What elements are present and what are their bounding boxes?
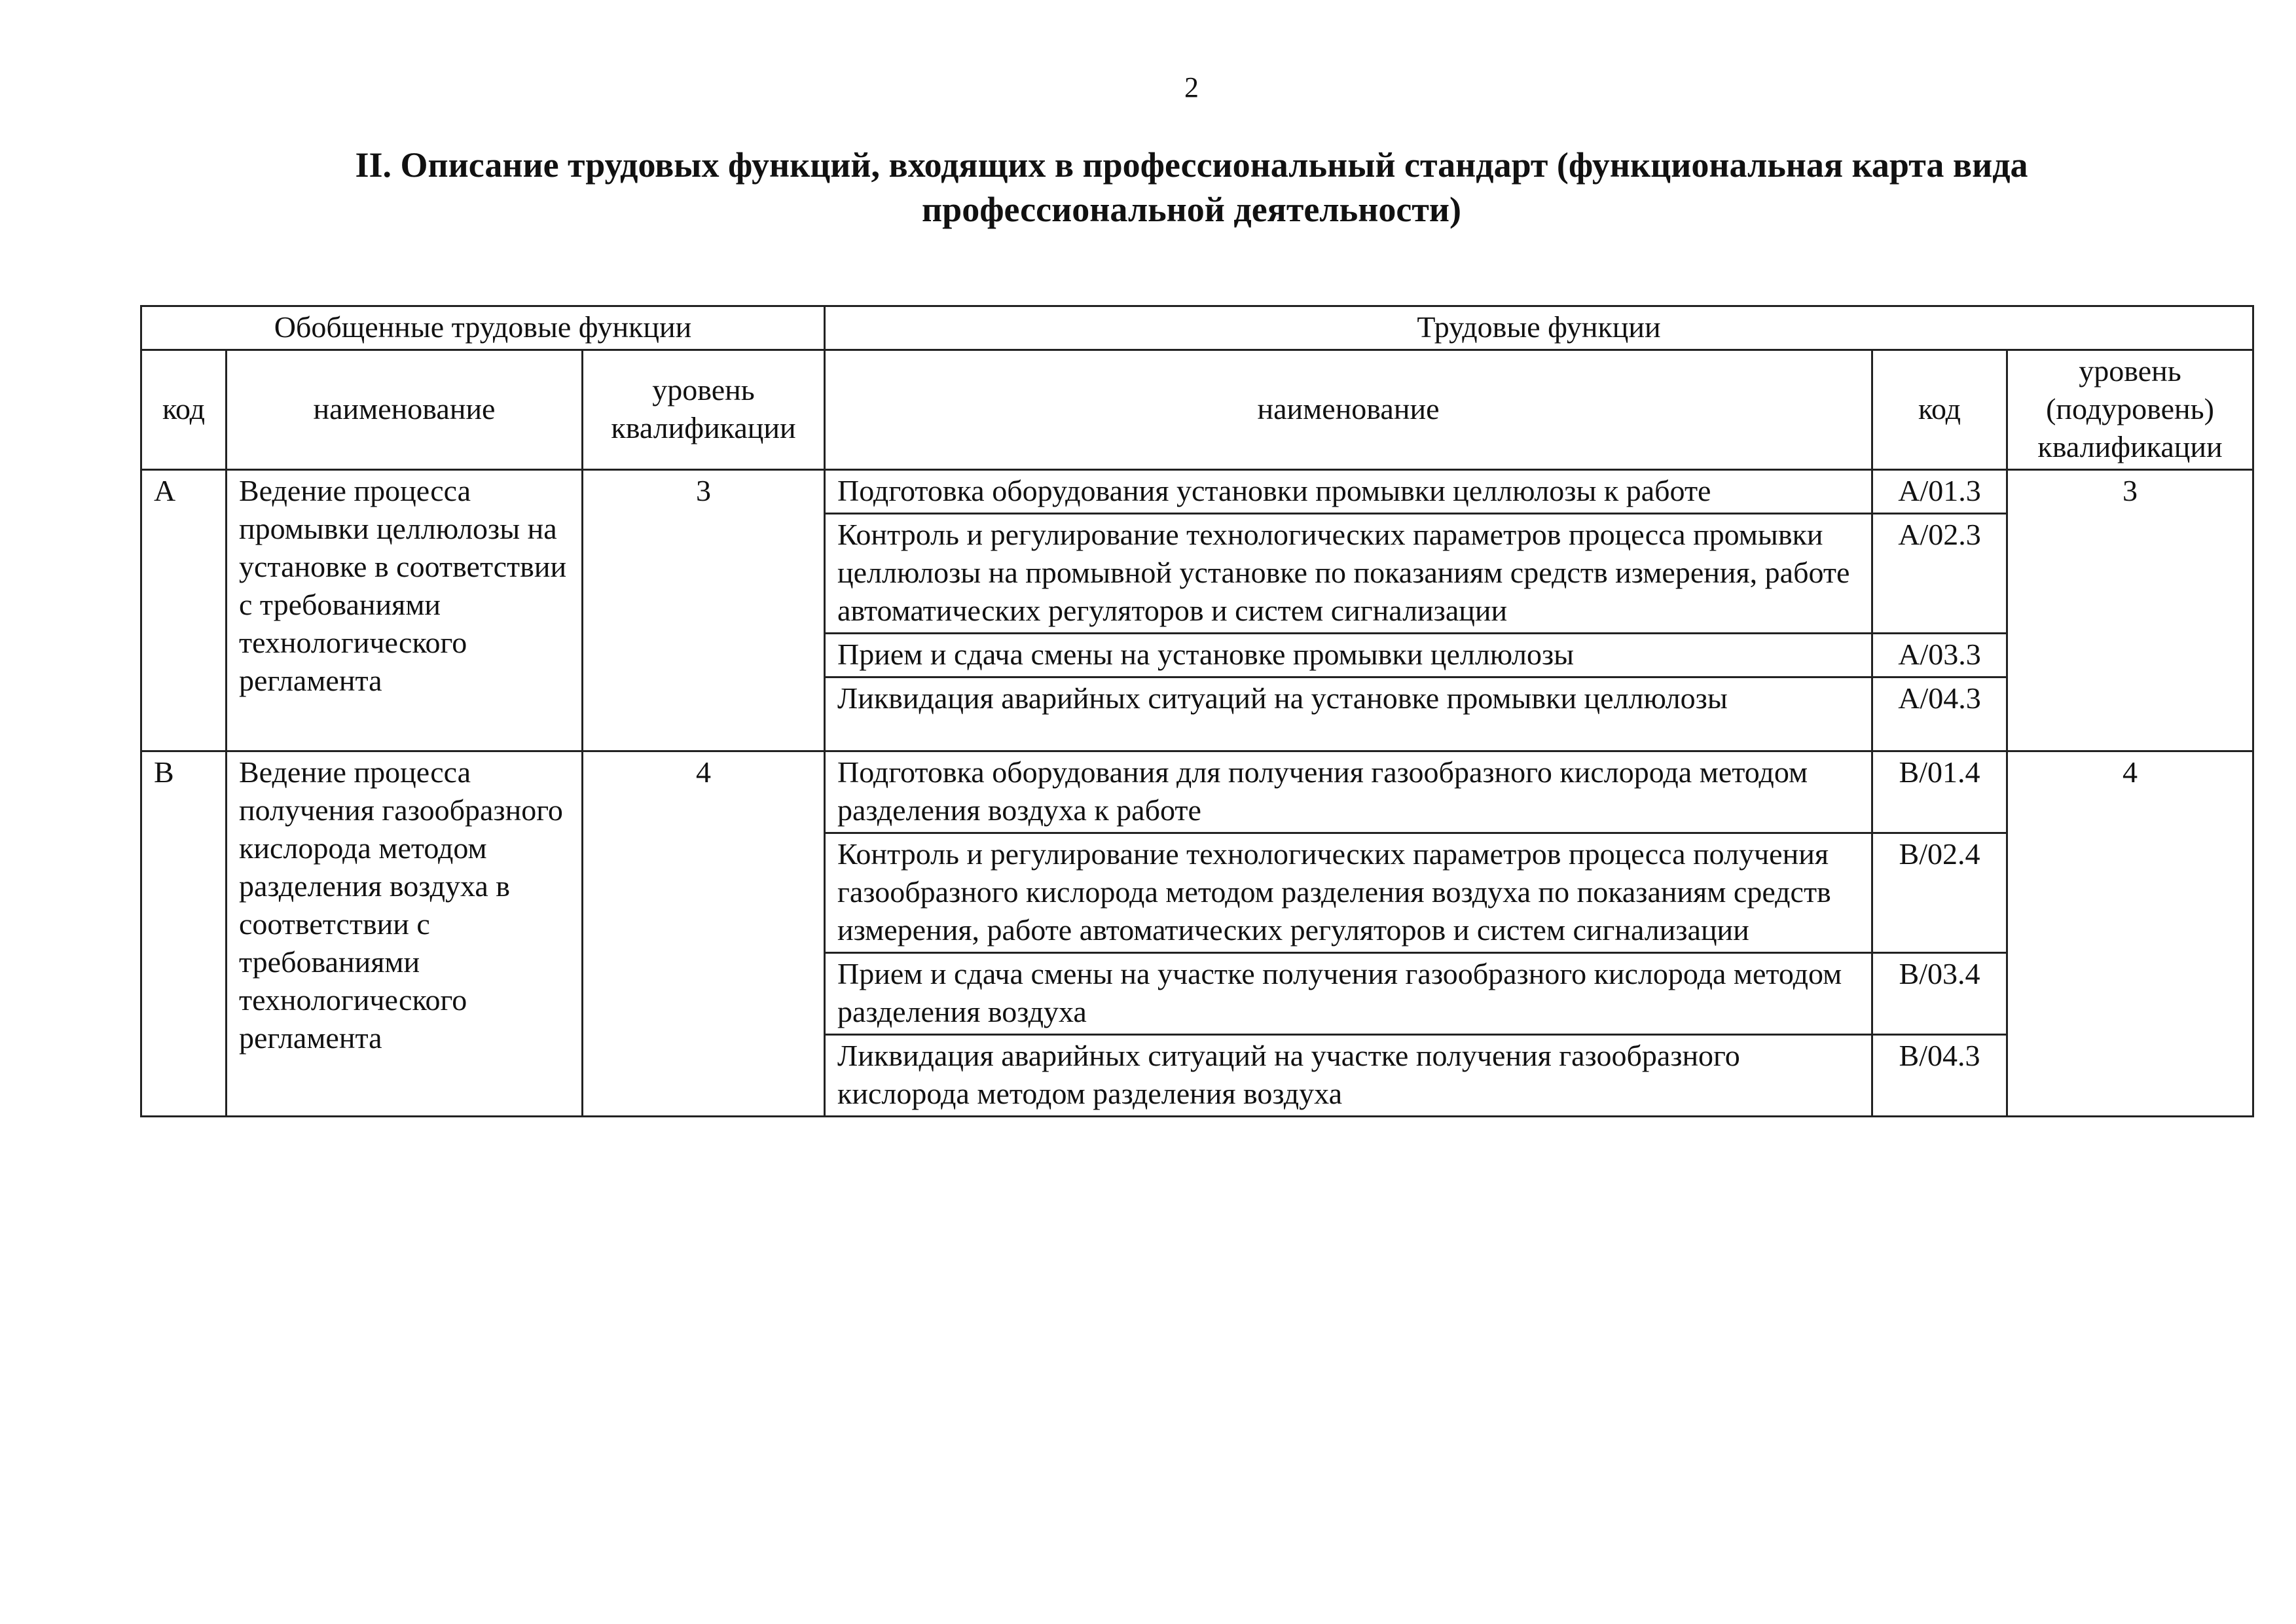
header-func-level: уровень (подуровень) квалификации xyxy=(2007,350,2253,470)
func-code-cell: B/01.4 xyxy=(1872,751,2007,833)
func-code-cell: B/03.4 xyxy=(1872,953,2007,1035)
gen-level-cell: 3 xyxy=(583,470,825,751)
gen-code-cell: A xyxy=(141,470,227,751)
table-row xyxy=(141,470,2253,514)
func-name-cell: Ликвидация аварийных ситуаций на установке промывки целлюлозы xyxy=(825,677,1872,751)
gen-name-cell: Ведение процесса промывки целлюлозы на установке в соответствии с требованиями технологического регламента xyxy=(227,470,583,751)
func-code-cell: B/02.4 xyxy=(1872,833,2007,953)
header-gen-level: уровень квалификации xyxy=(583,350,825,470)
func-name-cell: Ликвидация аварийных ситуаций на участке получения газообразного кислорода методом разделения воздуха xyxy=(825,1035,1872,1117)
header-func-name: наименование xyxy=(825,350,1872,470)
func-code-cell: A/04.3 xyxy=(1872,677,2007,751)
section-title-line1: II. Описание трудовых функций, входящих в профессиональный стандарт (функциональная карта вида xyxy=(355,145,2028,185)
gen-level-cell: 4 xyxy=(583,751,825,1117)
func-name-cell: Прием и сдача смены на установке промывки целлюлозы xyxy=(825,634,1872,677)
func-level-cell: 3 xyxy=(2007,470,2253,751)
gen-name-cell: Ведение процесса получения газообразного кислорода методом разделения воздуха в соответствии с требованиями технологического регламента xyxy=(227,751,583,1117)
header-gen-name: наименование xyxy=(227,350,583,470)
func-code-cell: B/04.3 xyxy=(1872,1035,2007,1117)
functional-map-table xyxy=(140,305,2254,1117)
page-number: 2 xyxy=(1184,71,1199,103)
func-name-cell: Прием и сдача смены на участке получения газообразного кислорода методом разделения воздуха xyxy=(825,953,1872,1035)
section-title-line2: профессиональной деятельности) xyxy=(922,190,1461,229)
header-gen-code: код xyxy=(141,350,227,470)
gen-code-cell: B xyxy=(141,751,227,1117)
func-name-cell: Контроль и регулирование технологических параметров процесса промывки целлюлозы на промывной установке по показаниям средств измерения, работе автоматических регуляторов и систем сигнализации xyxy=(825,514,1872,634)
func-level-cell: 4 xyxy=(2007,751,2253,1117)
func-name-cell: Контроль и регулирование технологических параметров процесса получения газообразного кислорода методом разделения воздуха по показаниям средств измерения, работе автоматических регуляторов и систем сигнализации xyxy=(825,833,1872,953)
func-code-cell: A/03.3 xyxy=(1872,634,2007,677)
func-code-cell: A/02.3 xyxy=(1872,514,2007,634)
header-generalized-functions: Обобщенные трудовые функции xyxy=(141,306,825,350)
header-columns-row xyxy=(141,350,2253,470)
section-title xyxy=(196,143,2187,232)
header-func-code: код xyxy=(1872,350,2007,470)
func-code-cell: A/01.3 xyxy=(1872,470,2007,514)
func-name-cell: Подготовка оборудования установки промывки целлюлозы к работе xyxy=(825,470,1872,514)
table-row xyxy=(141,751,2253,833)
func-name-cell: Подготовка оборудования для получения газообразного кислорода методом разделения воздуха к работе xyxy=(825,751,1872,833)
header-labor-functions: Трудовые функции xyxy=(825,306,2253,350)
header-group-row xyxy=(141,306,2253,350)
